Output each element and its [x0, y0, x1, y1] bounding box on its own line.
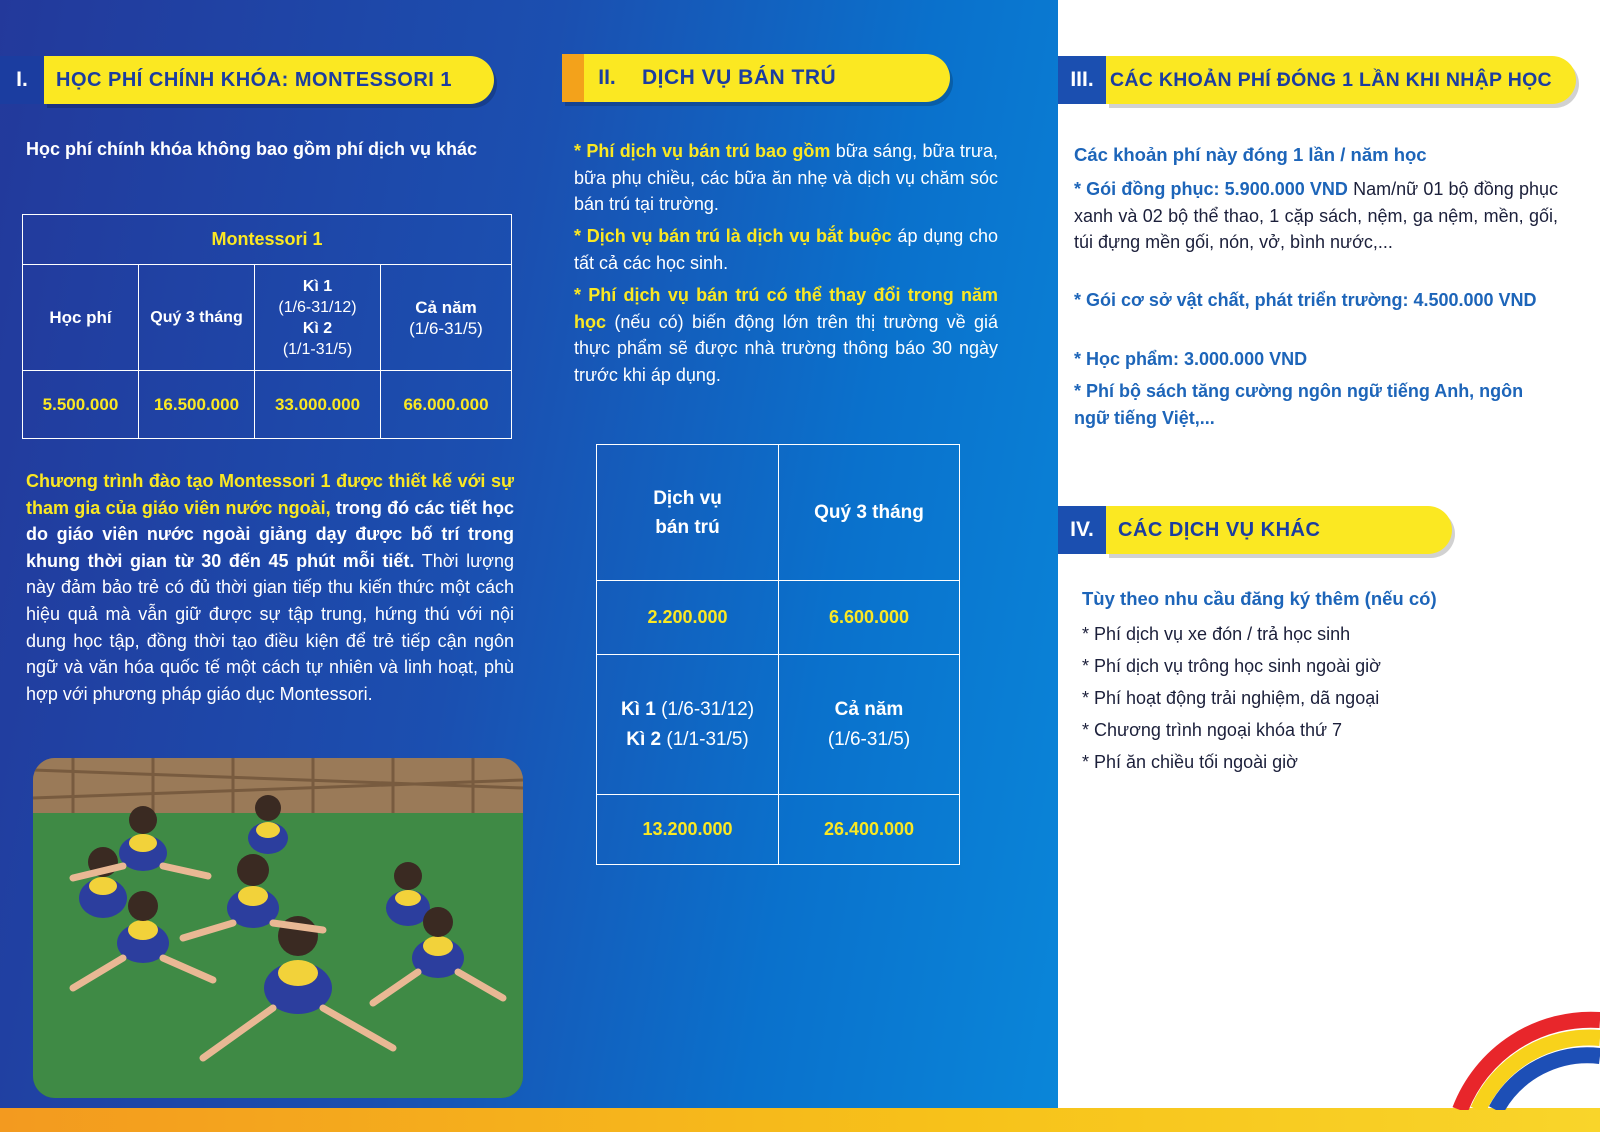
- section-3-item-2-label: * Gói cơ sở vật chất, phát triển trường:: [1074, 290, 1414, 310]
- section-3-item-1: [1074, 176, 1558, 256]
- section-3-item-3-label: * Học phẩm:: [1074, 349, 1185, 369]
- boarding-year: Cả năm: [834, 698, 904, 720]
- boarding-value-quarter: 6.600.000: [779, 581, 960, 655]
- section-3-item-1-label: * Gói đồng phục:: [1074, 179, 1225, 199]
- section-2-item-3-text: (nếu có) biến động lớn trên thị trường về giá thực phẩm sẽ được nhà trường thông báo 30 ngày trước khi áp dụng.: [574, 311, 998, 385]
- boarding-value-semester: 13.200.000: [597, 795, 779, 865]
- boarding-year-range: (1/6-31/5): [827, 728, 911, 750]
- list-item: * Phí dịch vụ xe đón / trả học sinh: [1082, 624, 1351, 644]
- section-1-header: [0, 56, 495, 104]
- paragraph-highlight: Chương trình đào tạo Montessori 1 được thiết kế với sự tham gia của giáo viên nước ngoài,: [26, 471, 514, 518]
- tuition-table-caption: Montessori 1: [23, 215, 512, 265]
- tuition-header-semester: [255, 265, 381, 371]
- section-3-item-1-text: Nam/nữ 01 bộ đồng phục xanh và 02 bộ thể thao, 1 cặp sách, nệm, ga nệm, mền, gối, túi đựng mền gối, nón, vở, bình nước,...: [1074, 179, 1558, 252]
- tuition-header-year-label: Cả năm: [415, 297, 477, 317]
- list-item: * Phí ăn chiều tối ngoài giờ: [1082, 752, 1298, 772]
- boarding-value-year: 26.400.000: [779, 795, 960, 865]
- section-4-title: CÁC DỊCH VỤ KHÁC: [1106, 506, 1452, 554]
- tuition-header-year: [381, 265, 512, 371]
- boarding-k1-range: (1/6-31/12): [655, 698, 755, 720]
- tuition-table: [22, 214, 512, 439]
- section-2-item-1-text: bữa sáng, bữa trưa, bữa phụ chiều, các bữa ăn nhẹ và dịch vụ chăm sóc bán trú tại trường.: [574, 141, 998, 214]
- tuition-header-k2: Kì 2: [302, 319, 333, 337]
- section-4-header: [1058, 506, 1452, 554]
- section-3-item-2: [1074, 287, 1558, 314]
- section-3-number: III.: [1058, 56, 1106, 104]
- boarding-header-service-line1: Dịch vụ: [653, 487, 722, 509]
- section-3-header: [1058, 56, 1576, 104]
- section-2-item-1-highlight: * Phí dịch vụ bán trú bao gồm: [574, 141, 831, 161]
- children-stretching-photo: [33, 758, 523, 1098]
- paragraph-rest: Thời lượng này đảm bảo trẻ có đủ thời gian tiếp thu kiến thức một cách hiệu quả mà vẫn giữ được sự tập trung, hứng thú với nội dung học tập, đồng thời tạo điều kiện để trẻ tiếp cận ngôn ngữ và văn hóa quốc tế một cách tự nhiên và linh hoạt, phù hợp với phương pháp giáo dục Montessori.: [26, 550, 515, 704]
- section-2-header: [562, 54, 950, 102]
- boarding-semester-label: [597, 655, 779, 795]
- section-3-title: CÁC KHOẢN PHÍ ĐÓNG 1 LẦN KHI NHẬP HỌC: [1106, 56, 1576, 104]
- tuition-header-k1-range: (1/6-31/12): [278, 298, 357, 316]
- section-3-item-4: * Phí bộ sách tăng cường ngôn ngữ tiếng Anh, ngôn ngữ tiếng Việt,...: [1074, 381, 1524, 428]
- section-2-number: II.: [562, 54, 630, 102]
- tuition-header-fee: Học phí: [23, 265, 139, 371]
- boarding-header-quarter: Quý 3 tháng: [779, 445, 960, 581]
- list-item: * Phí dịch vụ trông học sinh ngoài giờ: [1082, 656, 1381, 676]
- tuition-value-semester: 33.000.000: [255, 371, 381, 439]
- section-4-intro: Tùy theo nhu cầu đăng ký thêm (nếu có): [1082, 588, 1437, 609]
- section-2-item-2-text: áp dụng cho tất cả các học sinh.: [574, 226, 998, 273]
- section-2-item-3-highlight: * Phí dịch vụ bán trú có thể thay đổi trong năm học: [574, 285, 998, 332]
- section-1-paragraph: [26, 468, 514, 707]
- tuition-value-year: 66.000.000: [381, 371, 512, 439]
- section-2-item-3: [574, 282, 998, 388]
- tuition-value-fee: 5.500.000: [23, 371, 139, 439]
- section-4-list: [1082, 618, 1552, 778]
- tuition-header-k1: Kì 1: [302, 277, 333, 295]
- bottom-strip: [0, 1108, 1600, 1132]
- boarding-header-service: [597, 445, 779, 581]
- list-item: * Phí hoạt động trải nghiệm, dã ngoại: [1082, 688, 1380, 708]
- photo-illustration: [33, 758, 523, 1098]
- boarding-value-month: 2.200.000: [597, 581, 779, 655]
- section-1-title: HỌC PHÍ CHÍNH KHÓA: MONTESSORI 1: [44, 56, 494, 104]
- section-3-item-1-value: 5.900.000 VND: [1224, 179, 1348, 199]
- boarding-k2: Kì 2: [626, 728, 662, 750]
- boarding-table: [596, 444, 960, 865]
- tuition-header-year-range: (1/6-31/5): [409, 318, 483, 338]
- section-2-item-1: [574, 138, 998, 218]
- boarding-header-service-line2: bán trú: [655, 516, 720, 538]
- boarding-year-label: [779, 655, 960, 795]
- section-3-item-2-value: 4.500.000 VND: [1413, 290, 1537, 310]
- section-2-item-2-highlight: * Dịch vụ bán trú là dịch vụ bắt buộc: [574, 226, 892, 246]
- section-2-item-2: [574, 223, 998, 276]
- tuition-header-k2-range: (1/1-31/5): [282, 340, 353, 358]
- boarding-k1: Kì 1: [620, 698, 656, 720]
- section-2-title: DỊCH VỤ BÁN TRÚ: [630, 54, 950, 102]
- section-3-intro: Các khoản phí này đóng 1 lần / năm học: [1074, 144, 1427, 165]
- section-1-number: I.: [0, 56, 44, 104]
- tuition-value-quarter: 16.500.000: [139, 371, 255, 439]
- section-3-item-3-value: 3.000.000 VND: [1184, 349, 1308, 369]
- rainbow-decoration: [1450, 1010, 1600, 1110]
- section-1-note: Học phí chính khóa không bao gồm phí dịch vụ khác: [26, 139, 478, 159]
- section-4-number: IV.: [1058, 506, 1106, 554]
- tuition-header-quarter: Quý 3 tháng: [139, 265, 255, 371]
- boarding-k2-range: (1/1-31/5): [661, 728, 749, 750]
- list-item: * Chương trình ngoại khóa thứ 7: [1082, 720, 1343, 740]
- section-3-item-3: [1074, 346, 1558, 373]
- paragraph-bold: trong đó các tiết học do giáo viên nước ngoài giảng dạy được bố trí trong khung thời gian từ 30 đến 45 phút mỗi tiết.: [26, 497, 514, 571]
